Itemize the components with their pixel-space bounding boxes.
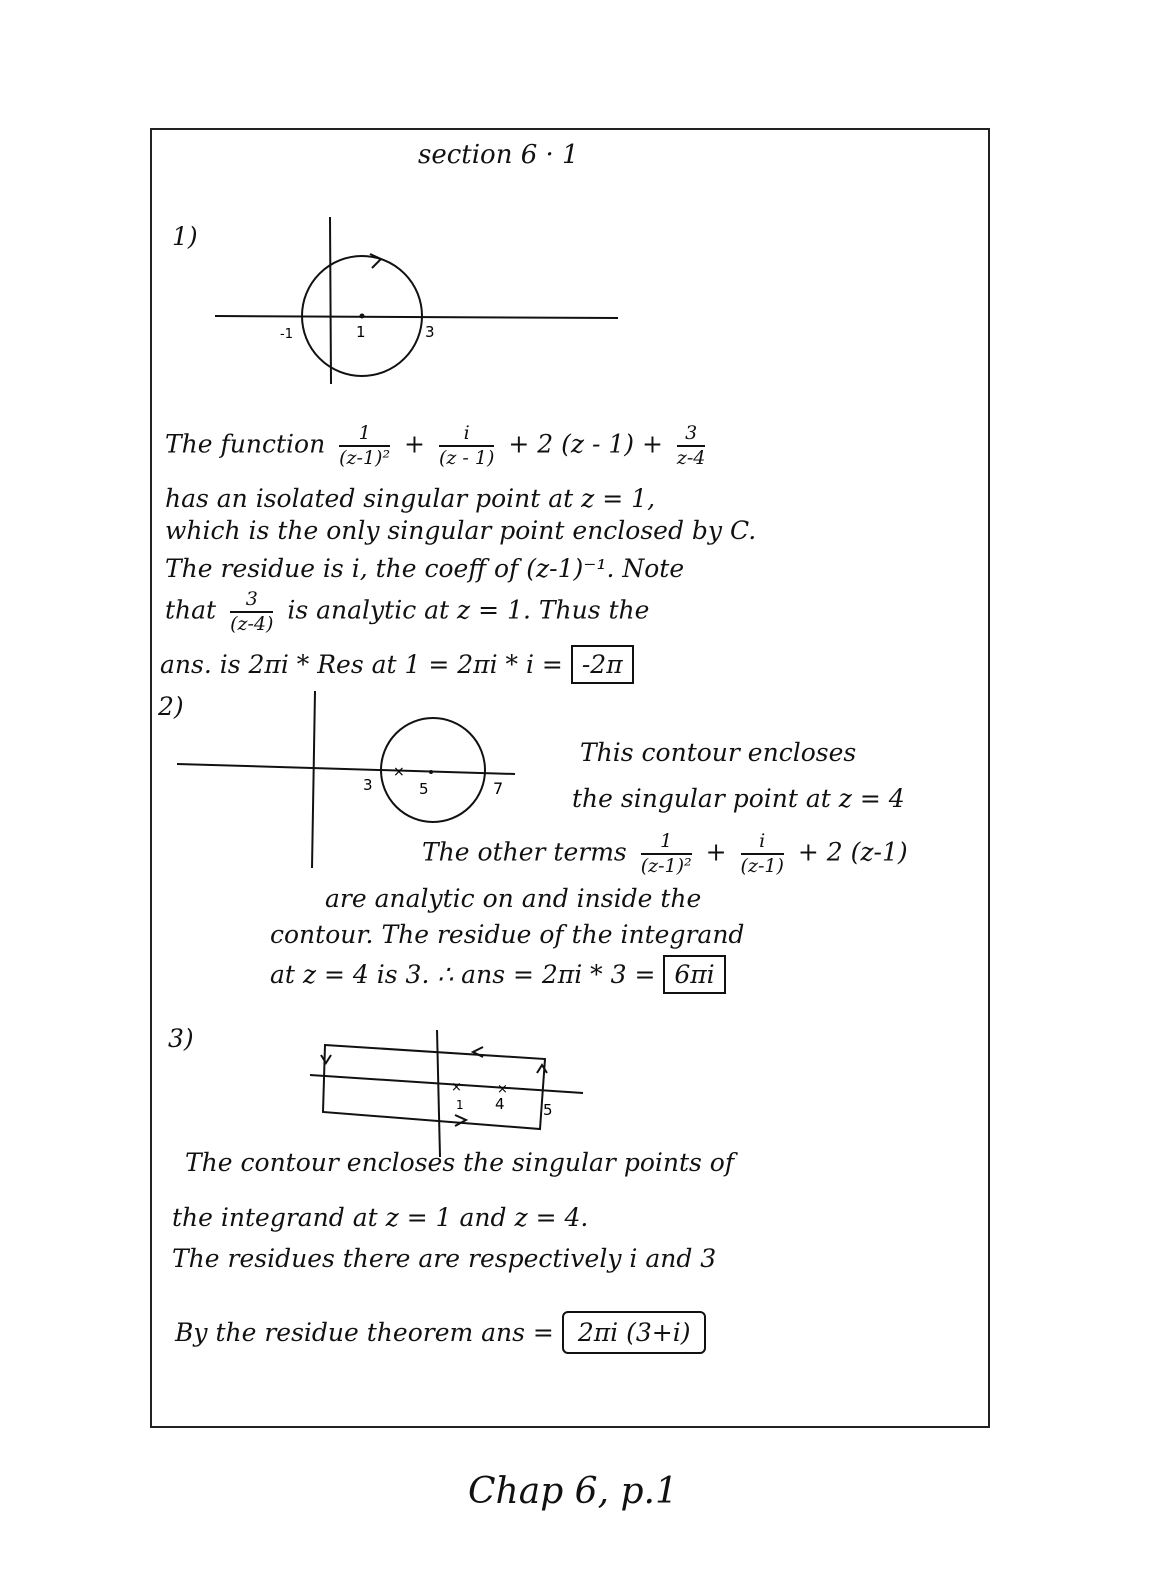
p2-f1-num: 1	[641, 832, 692, 855]
p1-label-center: 1	[356, 323, 366, 341]
p2-line-4: are analytic on and inside the	[325, 884, 702, 913]
p3-mark-4: ×	[497, 1082, 508, 1097]
p2-line-6	[270, 962, 726, 987]
p1-line-2: has an isolated singular point at z = 1,	[165, 484, 656, 513]
p2-line-1: This contour encloses	[580, 738, 857, 767]
p2-line-3	[422, 832, 908, 876]
p3-arrow-right	[537, 1065, 547, 1073]
p2-real-axis	[177, 764, 515, 774]
p1-f4-den: (z-4)	[230, 613, 274, 635]
p2-line-2: the singular point at z = 4	[572, 784, 905, 813]
p2-fraction-1	[641, 832, 692, 876]
p3-mark-1: ×	[451, 1080, 462, 1095]
p1-line-6	[160, 652, 634, 677]
p3-rectangle-contour	[323, 1045, 545, 1129]
p1-line1-lead: The function	[165, 429, 326, 459]
p3-line-1: The contour encloses the singular points of	[185, 1148, 735, 1177]
p1-fraction-2	[439, 424, 494, 468]
p2-f2-den: (z-1)	[740, 855, 784, 877]
p2-imag-axis	[312, 691, 315, 868]
p1-line6-text: ans. is 2πi * Res at 1 = 2πi * i =	[160, 650, 563, 679]
problem-1-diagram	[210, 212, 630, 387]
p1-label-right: 3	[425, 323, 435, 341]
problem-3-diagram	[305, 1025, 595, 1160]
p2-line6-text: at z = 4 is 3. ∴ ans = 2πi * 3 =	[270, 960, 656, 989]
p1-f1-num: 1	[339, 424, 390, 447]
p1-point-1	[360, 314, 365, 319]
p1-line5-rest: is analytic at z = 1. Thus the	[287, 595, 650, 625]
p2-line3-rest: + 2 (z-1)	[797, 837, 908, 867]
p3-label-4: 4	[495, 1095, 505, 1113]
p2-line3-lead: The other terms	[422, 837, 627, 867]
p1-f1-den: (z-1)²	[339, 447, 391, 469]
problem-3-number: 3)	[168, 1024, 194, 1053]
p1-f3-num: 3	[677, 424, 706, 447]
p1-line-1	[165, 424, 711, 468]
p3-line-2: the integrand at z = 1 and z = 4.	[172, 1203, 589, 1232]
p3-answer-box: 2πi (3+i)	[562, 1311, 707, 1354]
p3-imag-axis	[437, 1030, 440, 1157]
p3-arrow-bottom	[455, 1115, 466, 1126]
page-footer: Chap 6, p.1	[468, 1471, 678, 1512]
p2-label-center: 5	[419, 780, 429, 798]
p2-line-5: contour. The residue of the integrand	[270, 920, 745, 949]
p1-answer-box: -2π	[571, 645, 634, 684]
p1-fraction-1	[339, 424, 390, 468]
p1-plus-1: +	[404, 429, 425, 459]
p2-f1-den: (z-1)²	[640, 855, 692, 877]
problem-1-number: 1)	[172, 222, 198, 251]
p3-line-3: The residues there are respectively i and 3	[172, 1244, 717, 1273]
p3-label-5: 5	[543, 1101, 553, 1119]
p1-line-5	[165, 590, 649, 634]
p2-label-left: 3	[363, 776, 373, 794]
p1-label-left: -1	[280, 327, 293, 342]
p2-plus: +	[705, 837, 727, 867]
p2-fraction-2	[741, 832, 784, 876]
p1-f4-num: 3	[230, 590, 273, 613]
p1-f3-den: z-4	[676, 447, 706, 469]
p1-line-4: The residue is i, the coeff of (z-1)⁻¹. Note	[165, 554, 685, 583]
p2-singular-mark: ×	[393, 764, 405, 780]
section-title: section 6 · 1	[418, 140, 579, 170]
problem-2-number: 2)	[158, 692, 184, 721]
p1-line5-lead: that	[165, 595, 217, 625]
p1-fraction-3	[677, 424, 706, 468]
p1-fraction-4	[230, 590, 273, 634]
p2-center-point	[429, 770, 433, 774]
p3-line-4	[175, 1320, 706, 1345]
p3-arrow-left	[321, 1055, 331, 1063]
p3-label-1: 1	[456, 1098, 464, 1112]
p3-line4-text: By the residue theorem ans =	[175, 1318, 554, 1347]
p1-imag-axis	[330, 217, 331, 384]
p1-f2-num: i	[439, 424, 494, 447]
p2-answer-box: 6πi	[663, 955, 725, 994]
p2-f2-num: i	[741, 832, 784, 855]
p1-line-3: which is the only singular point enclosed by C.	[165, 516, 757, 545]
p2-label-right: 7	[493, 779, 504, 798]
p1-real-axis	[215, 316, 618, 318]
p1-line1-mid: + 2 (z - 1) +	[508, 429, 663, 459]
p1-f2-den: (z - 1)	[438, 447, 495, 469]
